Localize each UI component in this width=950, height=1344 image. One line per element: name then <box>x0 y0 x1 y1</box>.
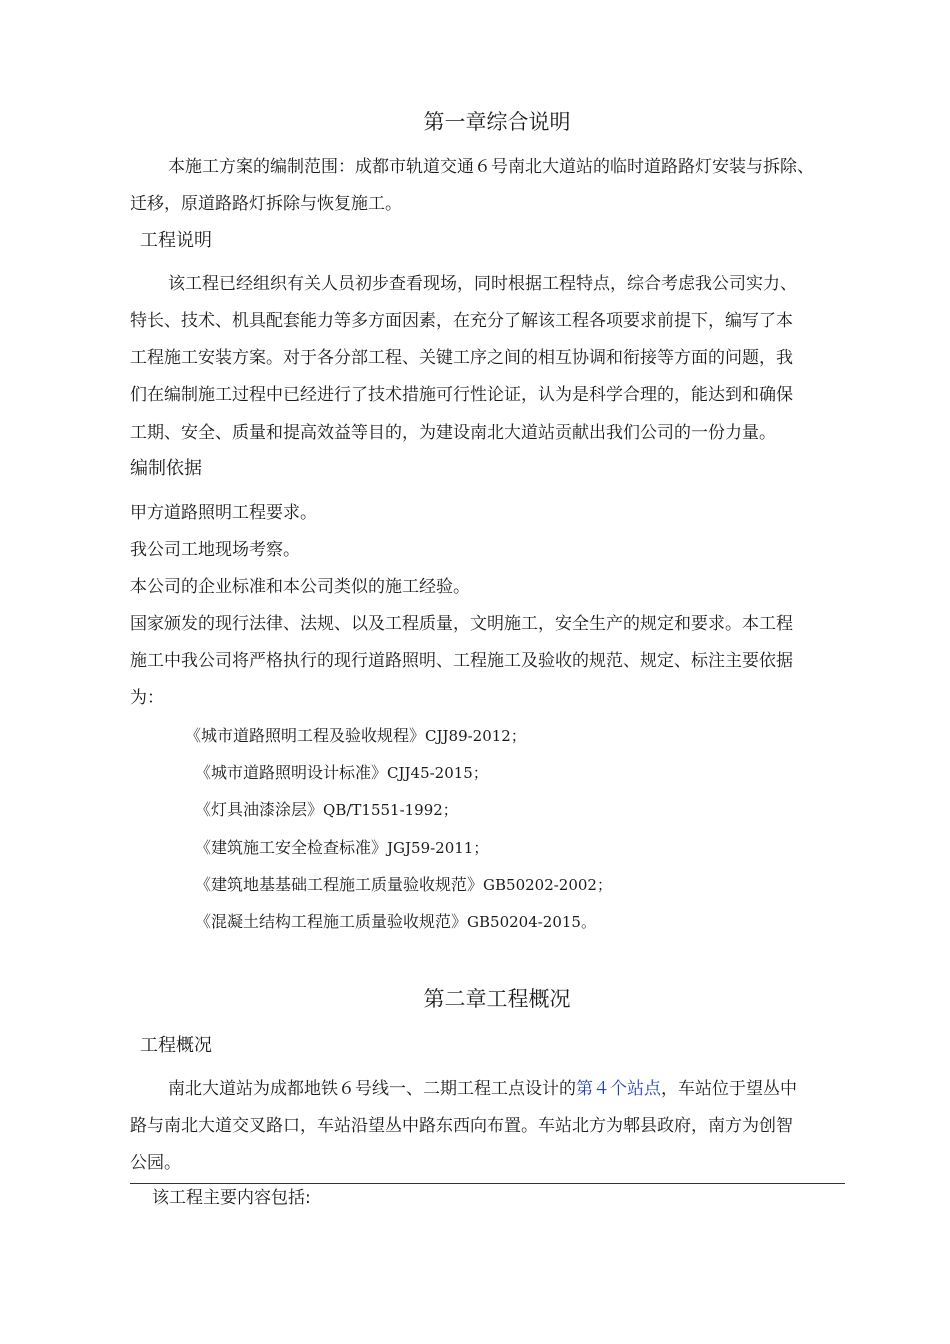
engineering-text-line-2: 特长、技术、机具配套能力等多方面因素，在充分了解该工程各项要求前提下，编写了本 <box>130 311 793 331</box>
engineering-text-line-1: 该工程已经组织有关人员初步查看现场，同时根据工程特点，综合考虑我公司实力、 <box>168 274 797 294</box>
standard-name: 《建筑施工安全检查标准》 <box>195 838 388 857</box>
main-content-line: 该工程主要内容包括: <box>152 1188 311 1208</box>
basis-item-6: 为： <box>130 688 164 708</box>
station-link[interactable]: 第４个站点 <box>576 1079 661 1099</box>
scope-line-1: 本施工方案的编制范围：成都市轨道交通６号南北大道站的临时道路路灯安装与拆除、 <box>168 157 814 177</box>
standard-item <box>195 837 488 859</box>
standard-item <box>195 762 488 784</box>
chapter1-title: 第一章综合说明 <box>423 110 571 134</box>
chapter2-title: 第二章工程概况 <box>423 987 571 1011</box>
standard-code: GB50202-2002； <box>483 876 612 894</box>
standard-name: 《城市道路照明工程及验收规程》 <box>185 726 426 745</box>
standard-name: 《灯具油漆涂层》 <box>195 800 324 819</box>
standard-code: QB/T1551-1992； <box>323 801 458 819</box>
scope-line-2: 迁移，原道路路灯拆除与恢复施工。 <box>130 194 402 214</box>
overview-line-2: 路与南北大道交叉路口，车站沿望丛中路东西向布置。车站北方为郫县政府，南方为创智 <box>130 1116 793 1136</box>
standard-item <box>195 874 612 896</box>
horizontal-divider <box>130 1183 845 1184</box>
overview-line-1 <box>168 1077 797 1101</box>
engineering-text-line-5: 工期、安全、质量和提高效益等目的，为建设南北大道站贡献出我们公司的一份力量。 <box>130 423 776 443</box>
basis-item-4: 国家颁发的现行法律、法规、以及工程质量，文明施工，安全生产的规定和要求。本工程 <box>130 614 793 634</box>
standard-code: JGJ59-2011； <box>387 839 489 857</box>
basis-item-2: 我公司工地现场考察。 <box>130 540 300 560</box>
engineering-heading: 工程说明 <box>140 230 212 251</box>
engineering-text-line-4: 们在编制施工过程中已经进行了技术措施可行性论证，认为是科学合理的，能达到和确保 <box>130 385 793 405</box>
overview-text: ，车站位于望丛中 <box>661 1079 797 1099</box>
basis-item-1: 甲方道路照明工程要求。 <box>130 503 317 523</box>
overview-heading: 工程概况 <box>140 1035 212 1056</box>
standard-item <box>195 799 458 821</box>
standard-name: 《混凝土结构工程施工质量验收规范》 <box>195 912 468 931</box>
overview-text: 南北大道站为成都地铁６号线一、二期工程工点设计的 <box>168 1079 576 1099</box>
standard-code: CJJ45-2015； <box>387 764 488 782</box>
standard-item <box>195 911 596 933</box>
basis-item-3: 本公司的企业标准和本公司类似的施工经验。 <box>130 577 470 597</box>
standard-code: CJJ89-2012； <box>425 727 526 745</box>
standard-name: 《城市道路照明设计标准》 <box>195 763 388 782</box>
standard-name: 《建筑地基基础工程施工质量验收规范》 <box>195 875 484 894</box>
basis-heading: 编制依据 <box>130 458 202 479</box>
overview-line-3: 公园。 <box>130 1153 181 1173</box>
engineering-text-line-3: 工程施工安装方案。对于各分部工程、关键工序之间的相互协调和衔接等方面的问题，我 <box>130 348 793 368</box>
basis-item-5: 施工中我公司将严格执行的现行道路照明、工程施工及验收的规范、规定、标注主要依据 <box>130 651 793 671</box>
standard-code: GB50204-2015。 <box>467 913 596 931</box>
standard-item <box>185 725 526 747</box>
